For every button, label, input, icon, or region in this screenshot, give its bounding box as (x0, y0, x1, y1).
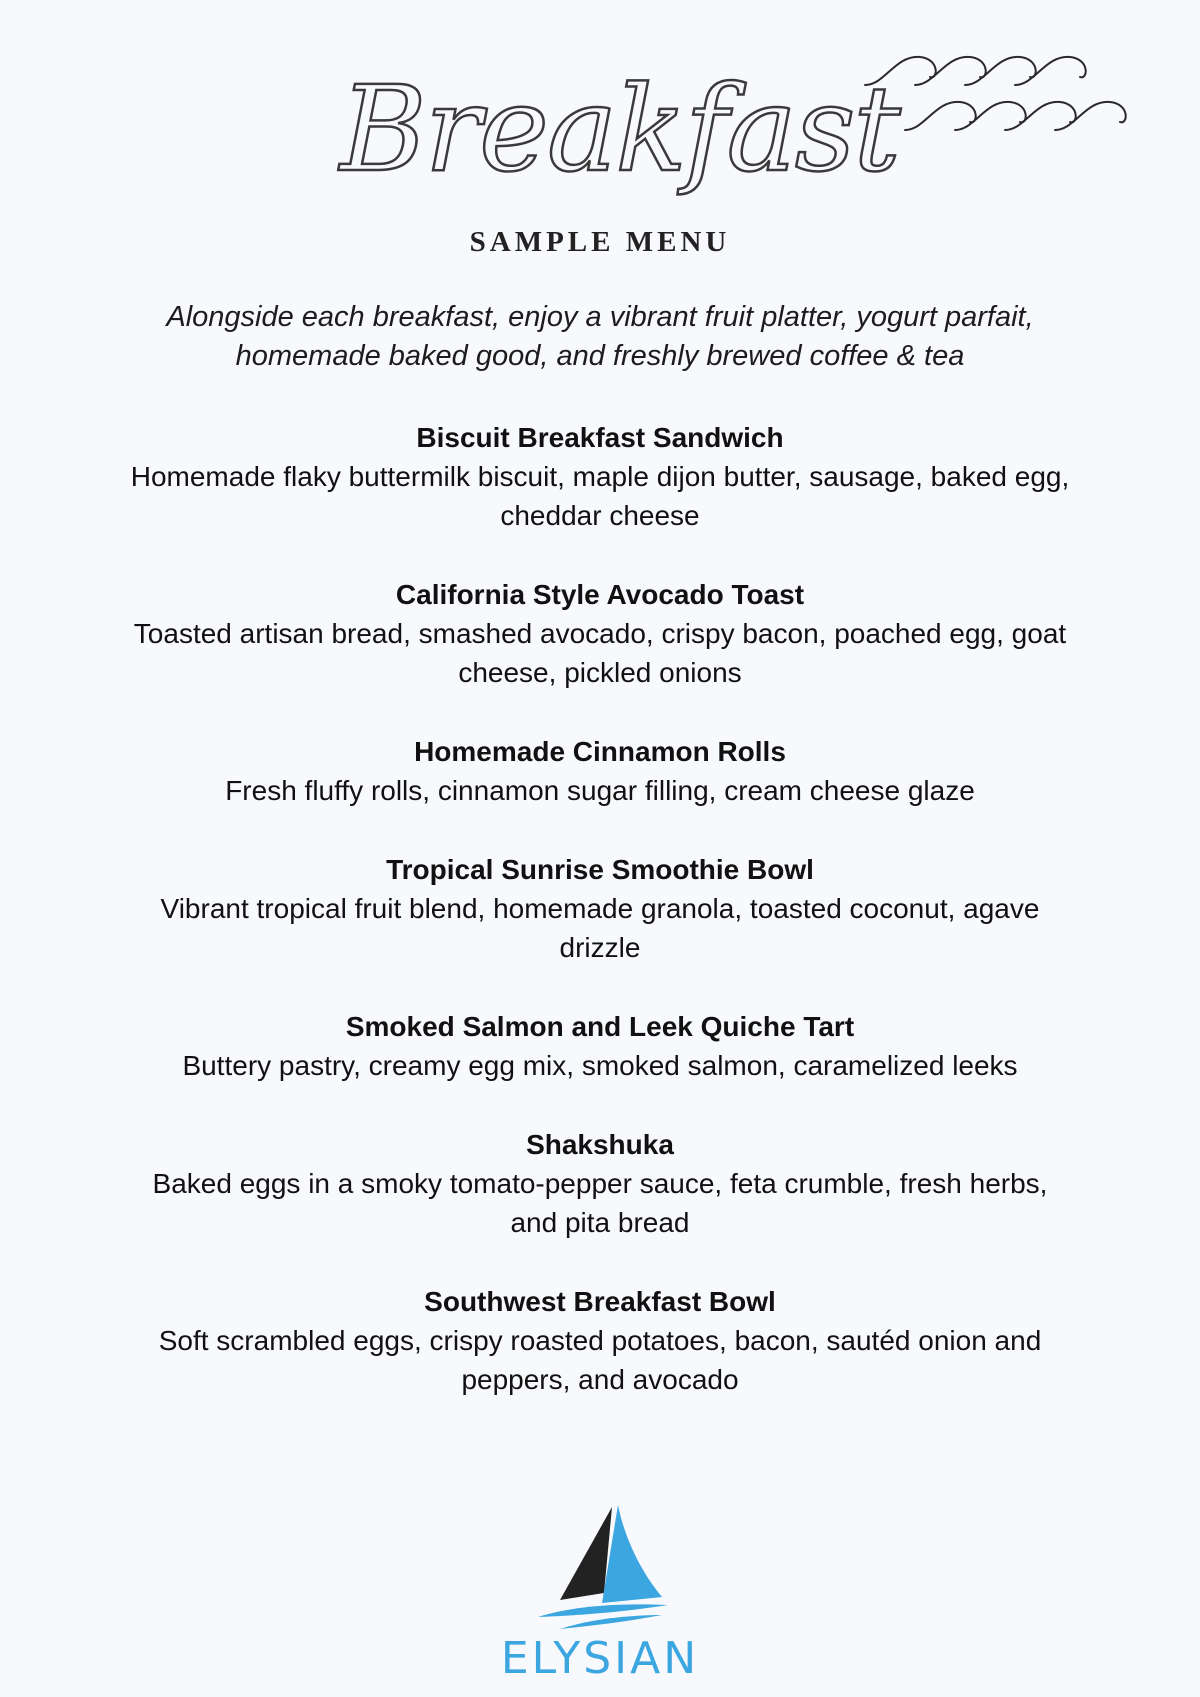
elysian-logo (470, 1505, 730, 1685)
intro-line-2: homemade baked good, and freshly brewed coffee & tea (235, 340, 965, 372)
menu-item-description: Toasted artisan bread, smashed avocado, crispy bacon, poached egg, goat cheese, pickled onions (133, 618, 1067, 688)
intro-line-1: Alongside each breakfast, enjoy a vibrant fruit platter, yogurt parfait, (166, 301, 1034, 333)
menu-item-description: Buttery pastry, creamy egg mix, smoked salmon, caramelized leeks (182, 1050, 1018, 1081)
menu-item (80, 575, 1120, 692)
menu-item-name: Biscuit Breakfast Sandwich (416, 422, 784, 453)
menu-item (80, 1282, 1120, 1399)
menu-item-description: Baked eggs in a smoky tomato-pepper sauce, feta crumble, fresh herbs, and pita bread (152, 1168, 1048, 1238)
menu-header (0, 0, 1200, 270)
menu-item-description: Soft scrambled eggs, crispy roasted potatoes, bacon, sautéd onion and peppers, and avocado (158, 1325, 1042, 1395)
script-title-lettering (330, 20, 899, 230)
menu-item-description: Vibrant tropical fruit blend, homemade granola, toasted coconut, agave drizzle (160, 893, 1040, 963)
intro-text (100, 298, 1100, 376)
menu-item-name: California Style Avocado Toast (395, 579, 805, 610)
menu-item (80, 1125, 1120, 1242)
menu-list (80, 418, 1120, 1399)
menu-item-name: Shakshuka (526, 1129, 674, 1160)
menu-item (80, 850, 1120, 967)
menu-item (80, 1007, 1120, 1085)
waves-icon (860, 45, 1160, 155)
menu-item-description: Fresh fluffy rolls, cinnamon sugar filling, cream cheese glaze (225, 775, 975, 806)
menu-item-name: Homemade Cinnamon Rolls (414, 736, 786, 767)
menu-item-name: Smoked Salmon and Leek Quiche Tart (345, 1011, 855, 1042)
sailboat-icon (530, 1505, 670, 1635)
menu-subtitle: SAMPLE MENU (469, 226, 731, 258)
brand-name: ELYSIAN (500, 1633, 700, 1684)
menu-item-name: Tropical Sunrise Smoothie Bowl (386, 854, 814, 885)
menu-item (80, 418, 1120, 535)
script-title (330, 20, 899, 230)
menu-item-name: Southwest Breakfast Bowl (424, 1286, 776, 1317)
menu-item-description: Homemade flaky buttermilk biscuit, maple dijon butter, sausage, baked egg, cheddar cheese (130, 461, 1070, 531)
svg-text:Breakfast: Breakfast (340, 60, 899, 198)
menu-item (80, 732, 1120, 810)
